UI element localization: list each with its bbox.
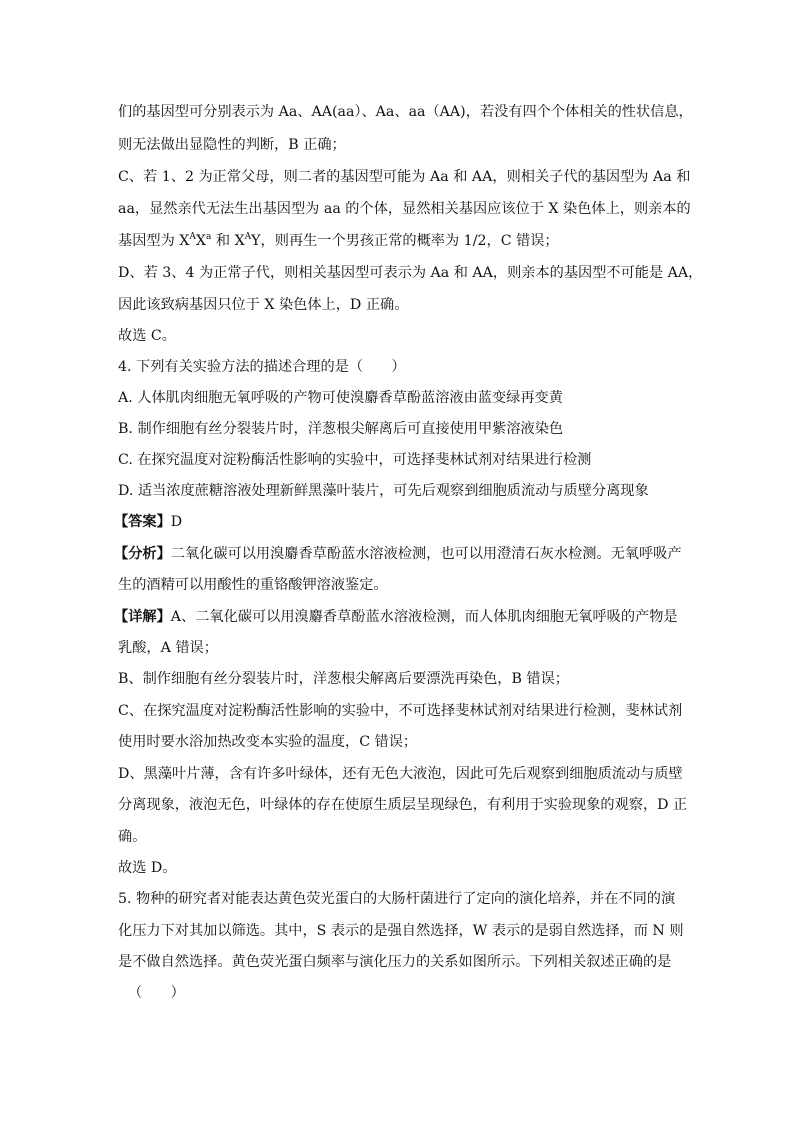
text-line: 分离现象，液泡无色，叶绿体的存在使原生质层呈现绿色，有利用于实验现象的观察，D 正 — [118, 797, 688, 813]
text-line: 乳酸，A 错误； — [118, 640, 218, 656]
text-line: 是不做自然选择。黄色荧光蛋白频率与演化压力的关系如图所示。下列相关叙述正确的是 — [118, 954, 672, 970]
text-line: C、若 1、2 为正常父母，则二者的基因型可能为 Aa 和 AA，则相关子代的基因型为 Aa 和 — [118, 169, 691, 185]
question-stem: 5. 物种的研究者对能表达黄色荧光蛋白的大肠杆菌进行了定向的演化培养，并在不同的演 — [118, 891, 676, 907]
analysis-line: 【分析】二氧化碳可以用溴麝香草酚蓝水溶液检测，也可以用澄清石灰水检测。无氧呼吸产 — [114, 546, 682, 562]
text-line: 使用时要水浴加热改变本实验的温度，C 错误； — [118, 734, 418, 750]
text-line: 则无法做出显隐性的判断，B 正确； — [118, 137, 346, 153]
text-line: B、制作细胞有丝分裂装片时，洋葱根尖解离后要漂洗再染色，B 错误； — [118, 671, 569, 687]
text-line: 们的基因型可分别表示为 Aa、AA(aa）、Aa、aa（AA)，若没有四个个体相关的性状信息， — [118, 104, 693, 120]
text-line: 因此该致病基因只位于 X 染色体上，D 正确。 — [118, 297, 409, 313]
answer-blank: （ ） — [128, 985, 185, 1001]
option-d: D. 适当浓度蔗糖溶液处理新鲜黑藻叶装片，可先后观察到细胞质流动与质壁分离现象 — [118, 483, 649, 499]
detail-line: 【详解】A、二氧化碳可以用溴麝香草酚蓝水溶液检测，而人体肌肉细胞无氧呼吸的产物是 — [114, 609, 678, 625]
text-line: aa，显然亲代无法生出基因型为 aa 的个体，显然相关基因应该位于 X 染色体上，则亲本的 — [118, 201, 691, 217]
answer-line: 【答案】D — [114, 514, 183, 530]
text-line: 故选 D。 — [118, 860, 177, 876]
text-line: D、黑藻叶片薄，含有许多叶绿体，还有无色大液泡，因此可先后观察到细胞质流动与质壁 — [118, 766, 683, 782]
text-line: 故选 C。 — [118, 328, 176, 344]
text-line: D、若 3、4 为正常子代，则相关基因型可表示为 Aa 和 AA，则亲本的基因型不可能是 AA， — [118, 265, 703, 281]
question-stem: 4. 下列有关实验方法的描述合理的是（ ） — [118, 359, 406, 375]
text-line: 确。 — [118, 829, 147, 845]
option-c: C. 在探究温度对淀粉酶活性影响的实验中，可选择斐林试剂对结果进行检测 — [118, 452, 592, 468]
text-line: 化压力下对其加以筛选。其中，S 表示的是强自然选择，W 表示的是弱自然选择，而 N 则 — [118, 923, 684, 939]
text-line: 生的酒精可以用酸性的重铬酸钾溶液鉴定。 — [118, 577, 388, 593]
genotype-line: 基因型为 $X^AX^a$ 和 $X^AY$，则再生一个男孩正常的概率为 1/2，C 错误； — [118, 232, 559, 249]
option-a: A. 人体肌肉细胞无氧呼吸的产物可使溴麝香草酚蓝溶液由蓝变绿再变黄 — [118, 390, 563, 406]
option-b: B. 制作细胞有丝分裂装片时，洋葱根尖解离后可直接使用甲紫溶液染色 — [118, 421, 564, 437]
text-line: C、在探究温度对淀粉酶活性影响的实验中，不可选择斐林试剂对结果进行检测，斐林试剂 — [118, 703, 683, 719]
